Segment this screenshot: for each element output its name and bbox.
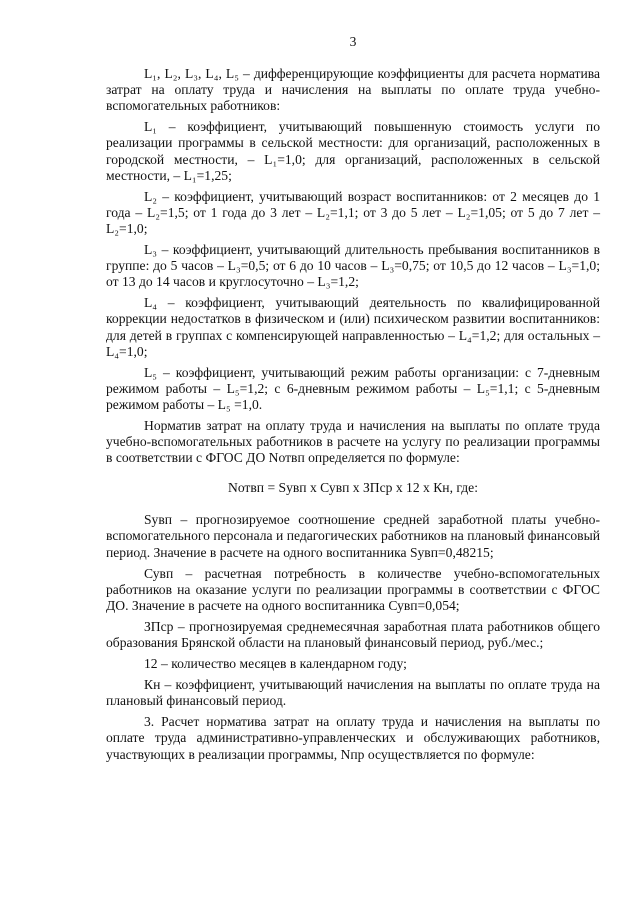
paragraph-norm-intro: Норматив затрат на оплату труда и начисления на выплаты по оплате труда учебно-вспомогательных работников в расчете на услугу по реализации программы в соответствии с ФГОС ДО Nотвп определяется по формуле:: [106, 417, 600, 466]
definition-zp-sr: ЗПср – прогнозируемая среднемесячная заработная плата работников общего образования Брянской области на плановый финансовый период, руб./мес.;: [106, 618, 600, 650]
paragraph-section-3: 3. Расчет норматива затрат на оплату труда и начисления на выплаты по оплате труда административно-управленческих и обслуживающих работников, участвующих в реализации программы, Nпр осуществляется по формуле:: [106, 714, 600, 762]
paragraph-l3: L₃ – коэффициент, учитывающий длительность пребывания воспитанников в группе: до 5 часов – L₃=0,5; от 6 до 10 часов – L₃=0,75; от 10,5 до 12 часов – L₃=1,0; от 13 до 14 часов и круглосуточно – L₃=1,2;: [106, 242, 600, 290]
definition-c-uvp: Сувп – расчетная потребность в количестве учебно-вспомогательных работников на оказание услуги по реализации программы в соответствии с ФГОС ДО. Значение в расчете на одного воспитанника Сувп=0,054;: [106, 565, 600, 613]
definition-s-uvp: Sувп – прогнозируемое соотношение средней заработной платы учебно-вспомогательного персонала и педагогических работников на плановый финансовый период. Значение в расчете на одного воспитанника Sувп=0,48215;: [106, 512, 600, 560]
page-number: 3: [349, 34, 357, 49]
document-page: [106, 34, 600, 768]
paragraph-l1: L₁ – коэффициент, учитывающий повышенную стоимость услуги по реализации программы в сельской местности: для организаций, расположенных в городской местности, – L₁=1,0; для организаций, расположенных в сельской местности, – L₁=1,25;: [106, 119, 600, 183]
paragraph-l5: L₅ – коэффициент, учитывающий режим работы организации: с 7-дневным режимом работы – L₅=1,2; с 6-дневным режимом работы – L₅=1,1; с 5-дневным режимом работы – L₅ =1,0.: [106, 364, 600, 412]
paragraph-l4: L₄ – коэффициент, учитывающий деятельность по квалифицированной коррекции недостатков в физическом и (или) психическом развитии воспитанников: для детей в группах с компенсирующей направленностью – L₄=1,2; для остальных – L₄=1,0;: [106, 295, 600, 359]
definition-months: 12 – количество месяцев в календарном году;: [144, 656, 407, 672]
formula-n-otvp: Nотвп = Sувп x Сувп x ЗПср x 12 x Кн, где:: [228, 480, 478, 496]
definition-k-n: Кн – коэффициент, учитывающий начисления на выплаты по оплате труда на плановый финансовый период.: [106, 677, 600, 709]
paragraph-l2: L₂ – коэффициент, учитывающий возраст воспитанников: от 2 месяцев до 1 года – L₂=1,5; от 1 года до 3 лет – L₂=1,1; от 3 до 5 лет – L₂=1,05; от 5 до 7 лет – L₂=1,0;: [106, 188, 600, 236]
paragraph-l-coefficients-intro: L₁, L₂, L₃, L₄, L₅ – дифференцирующие коэффициенты для расчета норматива затрат на оплату труда и начисления на выплаты по оплате труда учебно-вспомогательных работников:: [106, 66, 600, 114]
